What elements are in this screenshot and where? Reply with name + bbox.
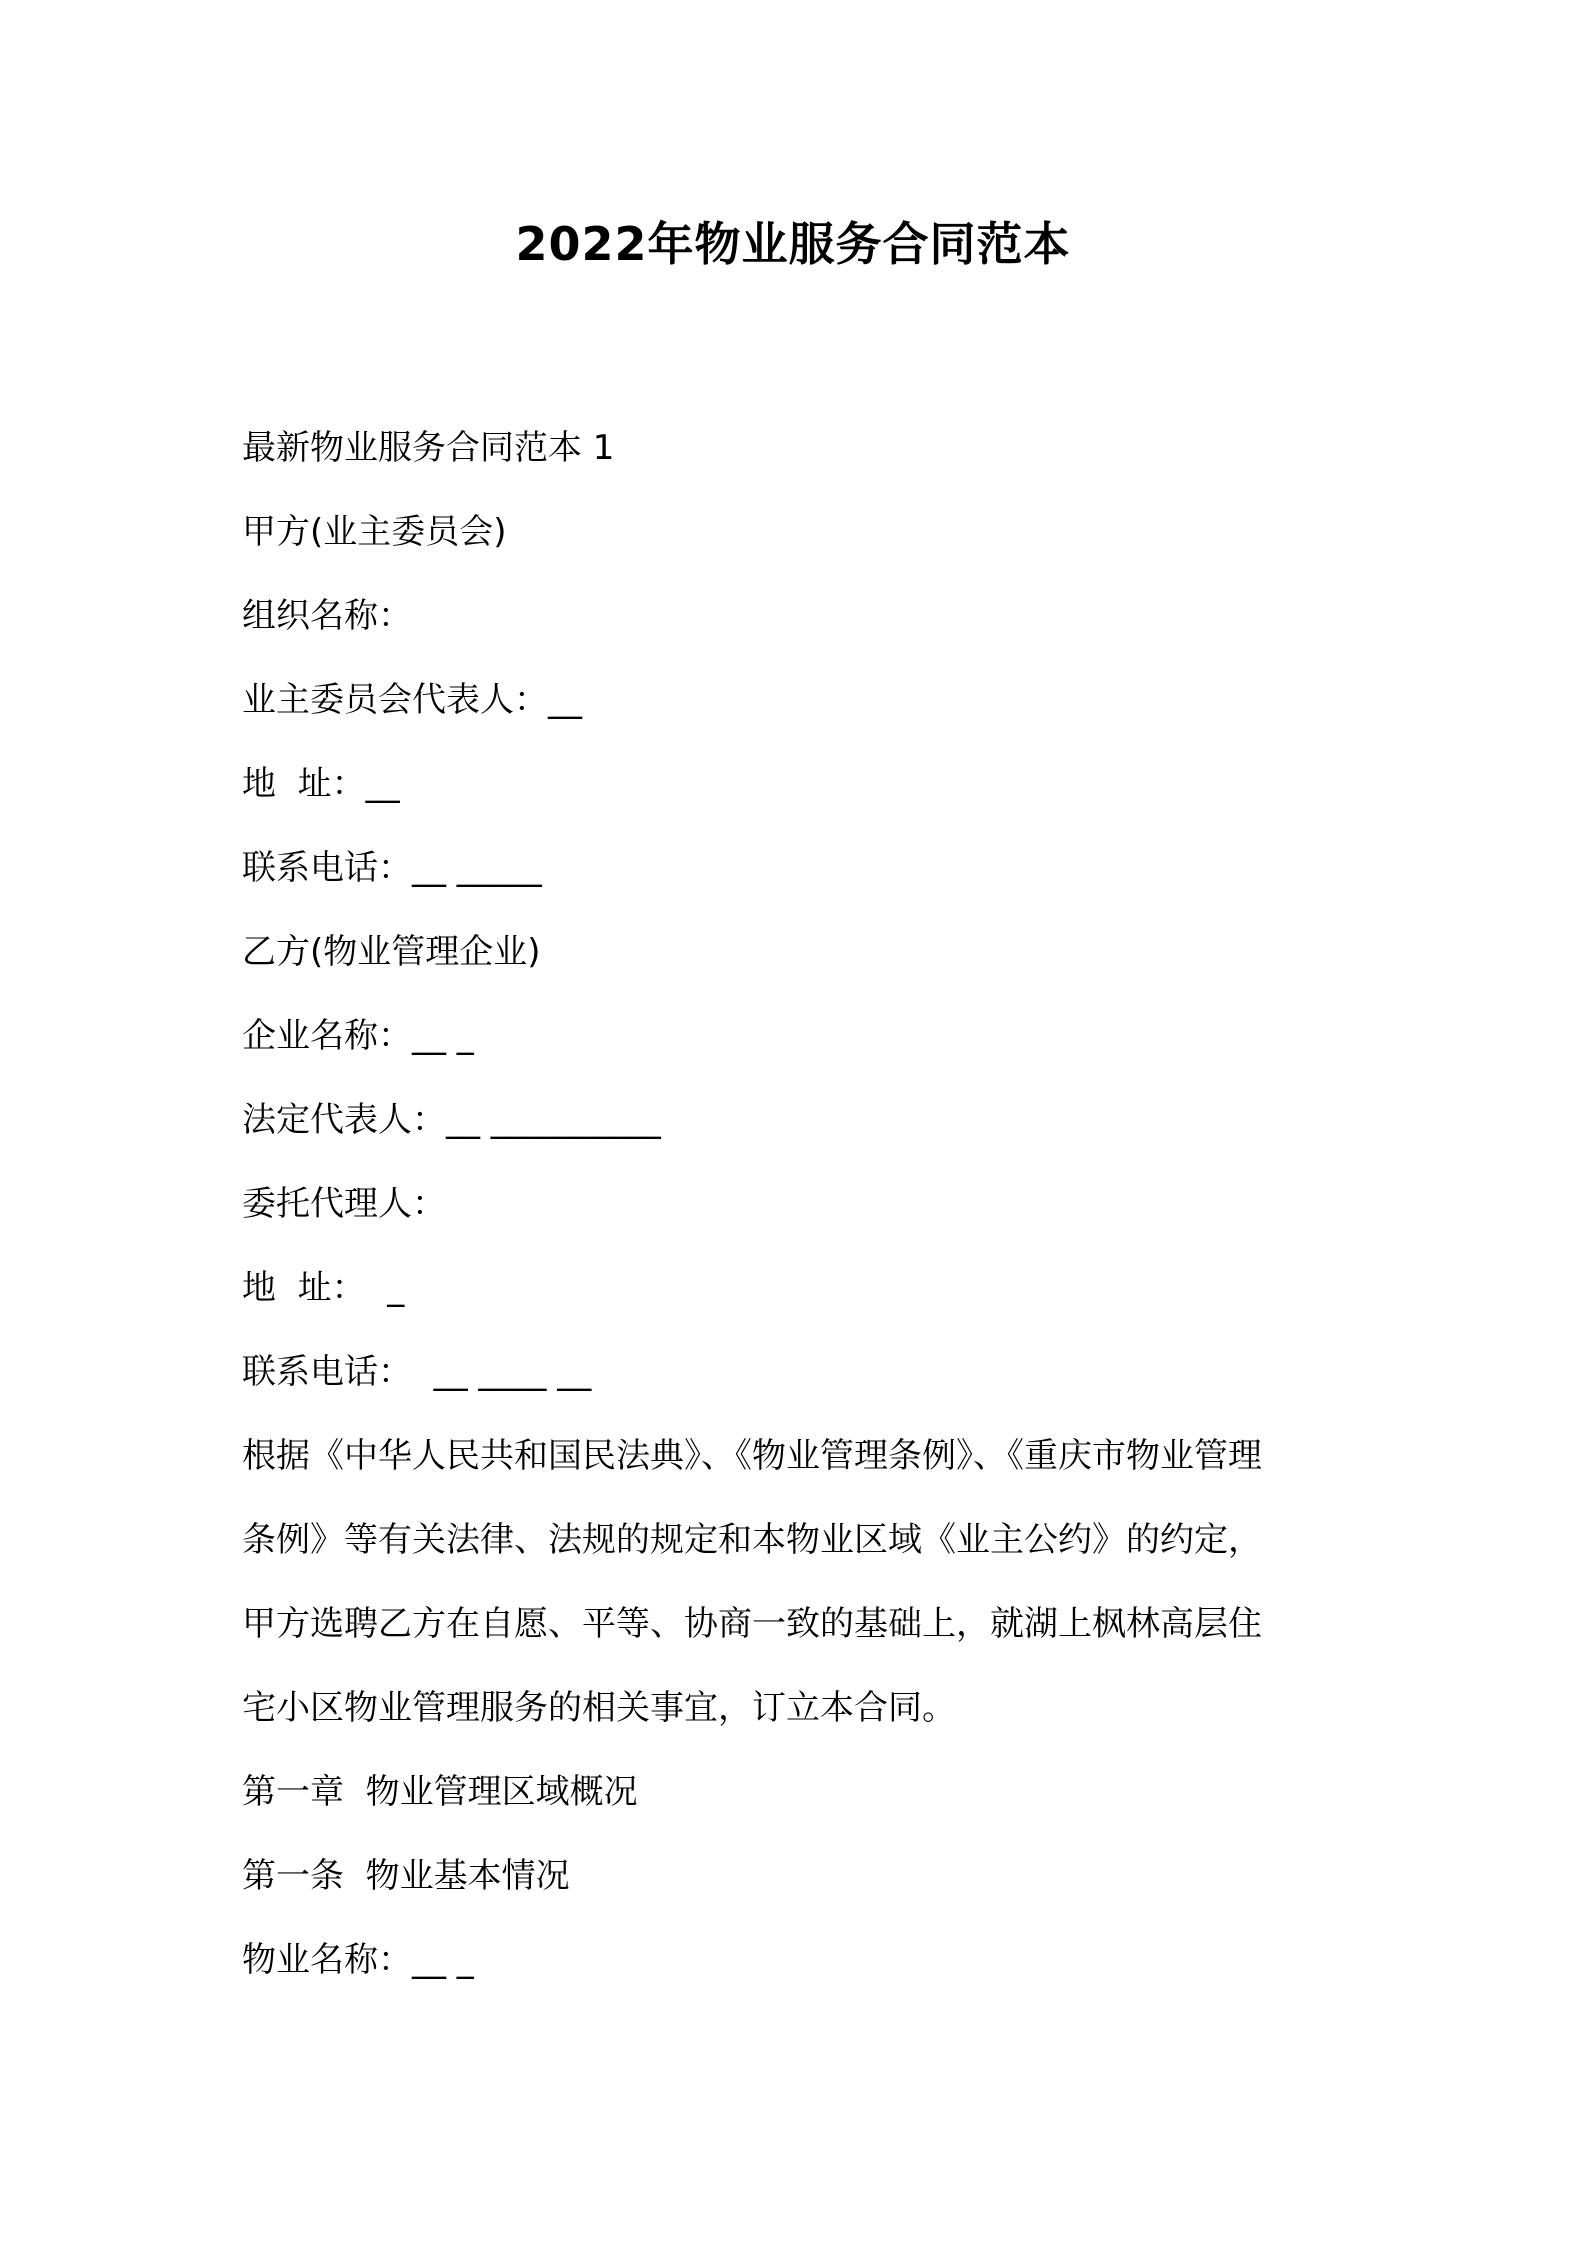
text-line: 甲方(业主委员会) <box>242 512 507 552</box>
text-line: 法定代表人：__ __________ <box>242 1100 661 1140</box>
text-line: 地 址： _ <box>242 1268 405 1308</box>
text-line: 联系电话： __ ____ __ <box>242 1352 592 1392</box>
text-line: 宅小区物业管理服务的相关事宜，订立本合同。 <box>242 1688 956 1728</box>
text-line: 条例》等有关法律、法规的规定和本物业区域《业主公约》的约定， <box>242 1520 1262 1560</box>
text-line: 联系电话：__ _____ <box>242 848 542 888</box>
document-title: 2022年物业服务合同范本 <box>515 217 1071 271</box>
text-line: 根据《中华人民共和国民法典》、《物业管理条例》、《重庆市物业管理 <box>242 1436 1262 1476</box>
text-line: 组织名称： <box>242 596 412 636</box>
text-line: 业主委员会代表人：__ <box>242 680 582 720</box>
text-line: 物业名称：__ _ <box>242 1940 474 1980</box>
text-line: 乙方(物业管理企业) <box>242 932 541 972</box>
text-line: 甲方选聘乙方在自愿、平等、协商一致的基础上，就湖上枫林高层住 <box>242 1604 1262 1644</box>
text-line: 委托代理人： <box>242 1184 446 1224</box>
text-line: 第一条 物业基本情况 <box>242 1856 570 1896</box>
text-line: 第一章 物业管理区域概况 <box>242 1772 638 1812</box>
text-line: 企业名称：__ _ <box>242 1016 474 1056</box>
text-line: 最新物业服务合同范本 1 <box>242 428 615 468</box>
document-body <box>242 406 1352 2002</box>
text-line: 地 址：__ <box>242 764 400 804</box>
